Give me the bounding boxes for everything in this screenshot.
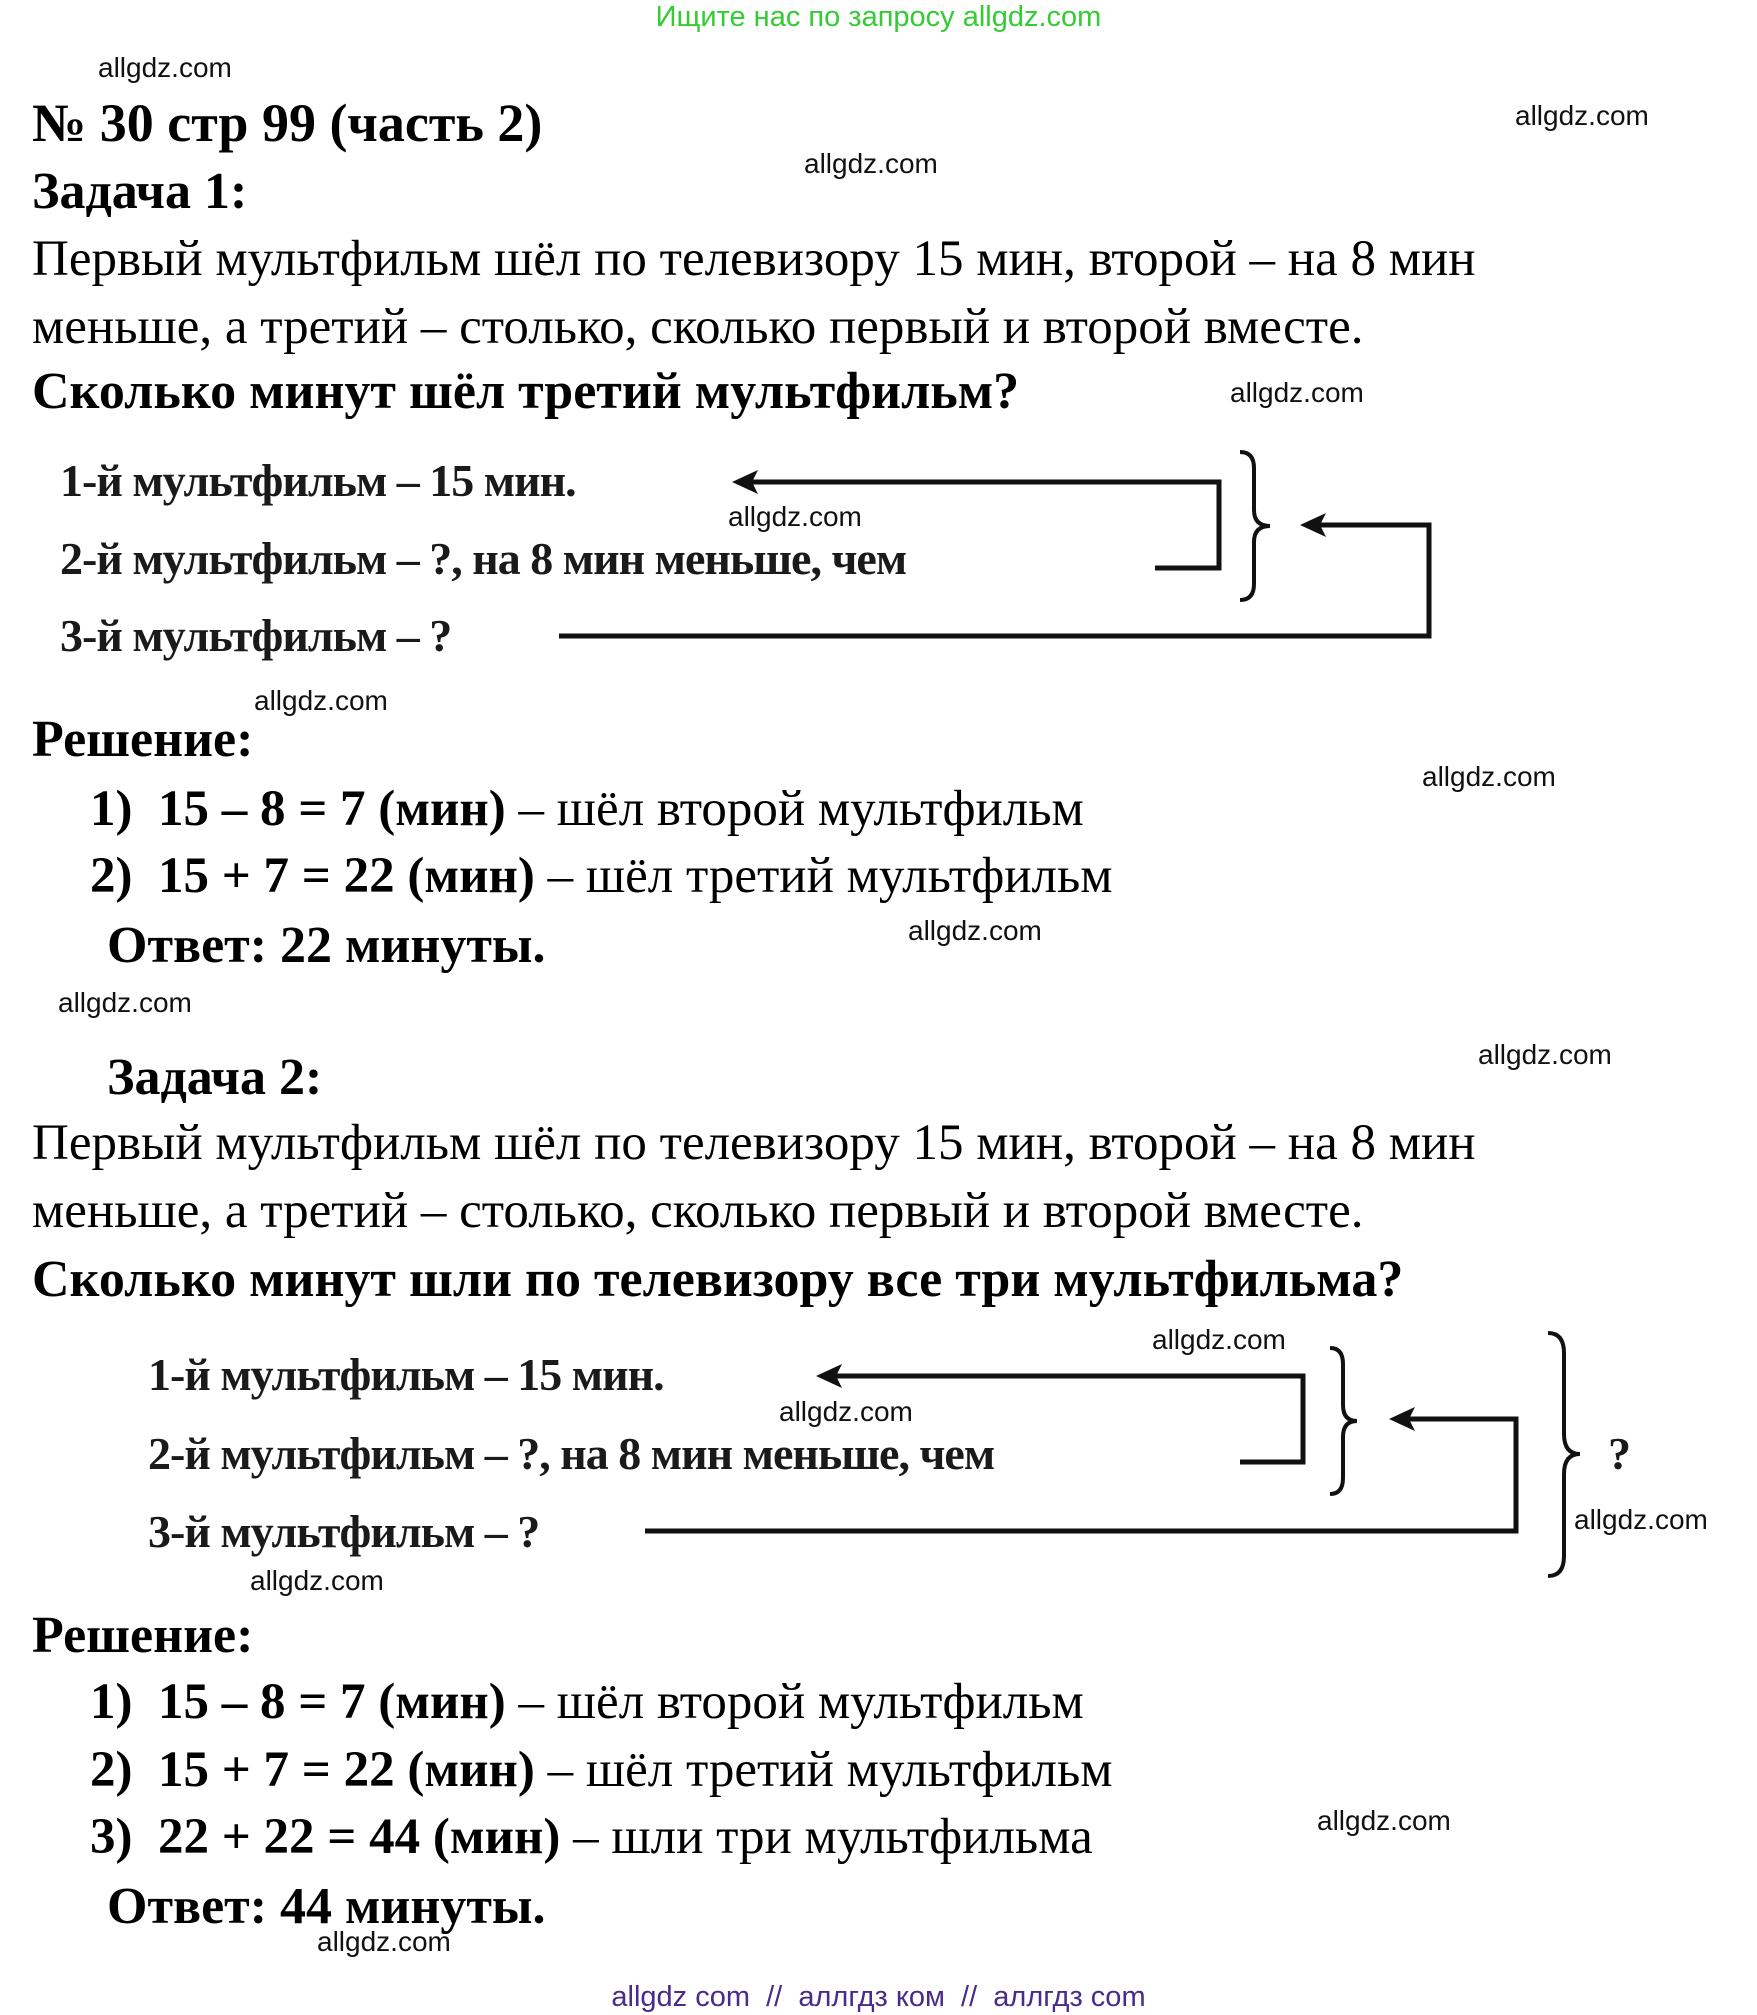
- task1-text-line1: Первый мультфильм шёл по телевизору 15 мин, второй – на 8 мин: [32, 231, 1476, 287]
- watermark: allgdz.com: [779, 1396, 913, 1427]
- watermark: allgdz.com: [250, 1565, 384, 1596]
- task2-question: Сколько минут шли по телевизору все три мультфильма?: [32, 1251, 1404, 1308]
- task2-step-2: [90, 1742, 1113, 1798]
- watermark: allgdz.com: [317, 1926, 451, 1957]
- task2-text-line2: меньше, а третий – столько, сколько первый и второй вместе.: [32, 1183, 1364, 1239]
- task1-diagram-row1: 1-й мультфильм – 15 мин.: [60, 455, 576, 506]
- task1-step-2: [90, 848, 1113, 904]
- task1-text-line2: меньше, а третий – столько, сколько первый и второй вместе.: [32, 299, 1364, 355]
- arrowhead-icon: [732, 470, 758, 494]
- task2-answer: Ответ: 44 минуты.: [107, 1878, 546, 1935]
- task2-solution-heading: Решение:: [32, 1607, 254, 1664]
- task2-brace-total: [1548, 1333, 1580, 1576]
- watermark: allgdz.com: [908, 915, 1042, 946]
- watermark: allgdz.com: [1574, 1504, 1708, 1535]
- task2-brace-small: [1330, 1348, 1357, 1494]
- step-description: – шёл третий мультфильм: [534, 1742, 1113, 1798]
- watermark: allgdz.com: [1422, 761, 1556, 792]
- task1-answer: Ответ: 22 минуты.: [107, 917, 546, 974]
- step-number: 2): [90, 1742, 133, 1798]
- task2-step-1: [90, 1674, 1084, 1730]
- task1-diagram-row3: 3-й мультфильм – ?: [60, 610, 452, 661]
- watermark: allgdz.com: [58, 987, 192, 1018]
- step-description: – шёл третий мультфильм: [534, 848, 1113, 904]
- step-description: – шёл второй мультфильм: [505, 1674, 1084, 1730]
- task2-text-line1: Первый мультфильм шёл по телевизору 15 мин, второй – на 8 мин: [32, 1115, 1476, 1171]
- task2-diagram-row3: 3-й мультфильм – ?: [148, 1506, 540, 1557]
- watermark: allgdz.com: [804, 148, 938, 179]
- step-description: – шёл второй мультфильм: [505, 781, 1084, 837]
- watermark: allgdz.com: [254, 685, 388, 716]
- task2-step-3: [90, 1809, 1093, 1865]
- watermark: allgdz.com: [1478, 1039, 1612, 1070]
- watermark: allgdz.com: [728, 501, 862, 532]
- step-number: 3): [90, 1809, 133, 1865]
- task2-heading: Задача 2:: [107, 1049, 323, 1106]
- task1-solution-heading: Решение:: [32, 711, 254, 768]
- step-expression: 22 + 22 = 44 (мин): [157, 1809, 561, 1865]
- task1-step-1: [90, 781, 1084, 837]
- task2-diagram-total: ?: [1608, 1428, 1630, 1479]
- arrowhead-icon: [1389, 1407, 1415, 1431]
- footer-banner[interactable]: allgdz com // аллгдз ком // аллгдз com: [611, 1981, 1146, 2013]
- task1-brace: [1240, 452, 1270, 600]
- watermark: allgdz.com: [1230, 377, 1364, 408]
- step-expression: 15 + 7 = 22 (мин): [157, 1742, 535, 1798]
- step-expression: 15 – 8 = 7 (мин): [157, 781, 506, 837]
- page-title: № 30 стр 99 (часть 2): [32, 93, 543, 153]
- task1-question: Сколько минут шёл третий мультфильм?: [32, 363, 1020, 420]
- step-expression: 15 + 7 = 22 (мин): [157, 848, 535, 904]
- step-expression: 15 – 8 = 7 (мин): [157, 1674, 506, 1730]
- task1-heading: Задача 1:: [32, 163, 248, 220]
- watermark: allgdz.com: [1152, 1324, 1286, 1355]
- task1-diagram-row2: 2-й мультфильм – ?, на 8 мин меньше, чем: [60, 533, 907, 584]
- step-number: 1): [90, 1674, 133, 1730]
- step-description: – шли три мультфильма: [560, 1809, 1093, 1865]
- watermark: allgdz.com: [1317, 1805, 1451, 1836]
- watermark: allgdz.com: [1515, 100, 1649, 131]
- task2-diagram-row1: 1-й мультфильм – 15 мин.: [148, 1349, 664, 1400]
- task2-diagram-row2: 2-й мультфильм – ?, на 8 мин меньше, чем: [148, 1428, 995, 1479]
- search-banner[interactable]: Ищите нас по запросу allgdz.com: [655, 1, 1102, 33]
- watermark: allgdz.com: [98, 52, 232, 83]
- arrowhead-icon: [816, 1364, 842, 1388]
- step-number: 1): [90, 781, 133, 837]
- step-number: 2): [90, 848, 133, 904]
- arrowhead-icon: [1300, 513, 1326, 537]
